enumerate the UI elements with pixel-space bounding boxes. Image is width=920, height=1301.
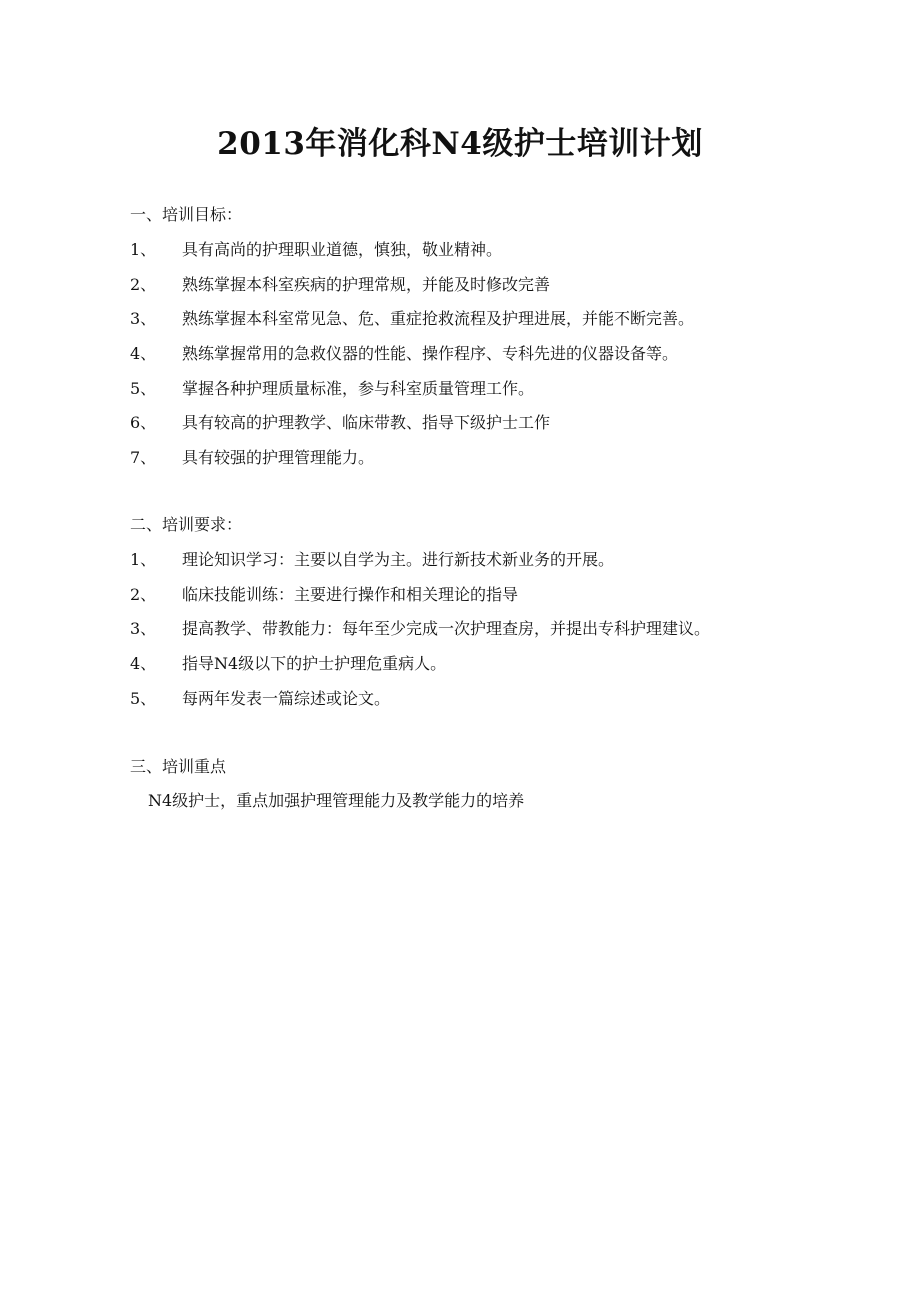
section-training-requirements xyxy=(130,515,830,723)
item-text: 每两年发表一篇综述或论文。 xyxy=(182,688,391,708)
item-number: 2、 xyxy=(130,584,157,604)
list-item xyxy=(130,654,830,674)
list-item xyxy=(130,448,830,468)
list-item xyxy=(130,585,830,605)
list-item xyxy=(130,240,830,260)
item-number: 3、 xyxy=(130,619,157,639)
item-number: 4、 xyxy=(130,344,157,364)
item-number: 1、 xyxy=(130,550,157,569)
item-number: 5、 xyxy=(130,378,157,398)
item-text: 理论知识学习：主要以自学为主。进行新技术新业务的开展。 xyxy=(182,550,615,569)
section-heading: 二、培训要求： xyxy=(130,515,243,534)
list-item xyxy=(130,550,830,570)
item-text: 具有较高的护理教学、临床带教、指导下级护士工作 xyxy=(182,413,551,433)
list-item xyxy=(130,379,830,399)
item-text: 具有较强的护理管理能力。 xyxy=(182,448,375,468)
goal-list xyxy=(130,240,830,468)
focus-paragraph: N4级护士，重点加强护理管理能力及教学能力的培养 xyxy=(148,791,525,810)
item-number: 1、 xyxy=(130,240,157,259)
item-number: 3、 xyxy=(130,309,157,329)
requirement-list xyxy=(130,550,830,709)
item-text: 熟练掌握本科室疾病的护理常规，并能及时修改完善 xyxy=(182,274,551,294)
section-heading: 三、培训重点 xyxy=(130,757,227,776)
document-title: 2013年消化科N4级护士培训计划 xyxy=(217,126,703,162)
list-item xyxy=(130,344,830,364)
list-item xyxy=(130,275,830,295)
item-number: 5、 xyxy=(130,688,157,708)
section-heading: 一、培训目标： xyxy=(130,205,243,224)
item-number: 4、 xyxy=(130,654,157,674)
list-item xyxy=(130,413,830,433)
list-item xyxy=(130,619,830,639)
item-text: 指导N4级以下的护士护理危重病人。 xyxy=(182,654,447,674)
item-text: 具有高尚的护理职业道德，慎独，敬业精神。 xyxy=(182,240,503,259)
list-item xyxy=(130,309,830,329)
item-text: 临床技能训练：主要进行操作和相关理论的指导 xyxy=(182,584,519,604)
item-text: 熟练掌握本科室常见急、危、重症抢救流程及护理进展，并能不断完善。 xyxy=(182,309,695,329)
section-training-focus xyxy=(130,757,830,811)
list-item xyxy=(130,689,830,709)
item-number: 2、 xyxy=(130,274,157,294)
section-training-goals xyxy=(130,205,830,483)
item-number: 7、 xyxy=(130,448,157,468)
item-number: 6、 xyxy=(130,413,157,433)
item-text: 提高教学、带教能力：每年至少完成一次护理查房，并提出专科护理建议。 xyxy=(182,619,711,639)
item-text: 熟练掌握常用的急救仪器的性能、操作程序、专科先进的仪器设备等。 xyxy=(182,344,679,364)
item-text: 掌握各种护理质量标准，参与科室质量管理工作。 xyxy=(182,378,535,398)
